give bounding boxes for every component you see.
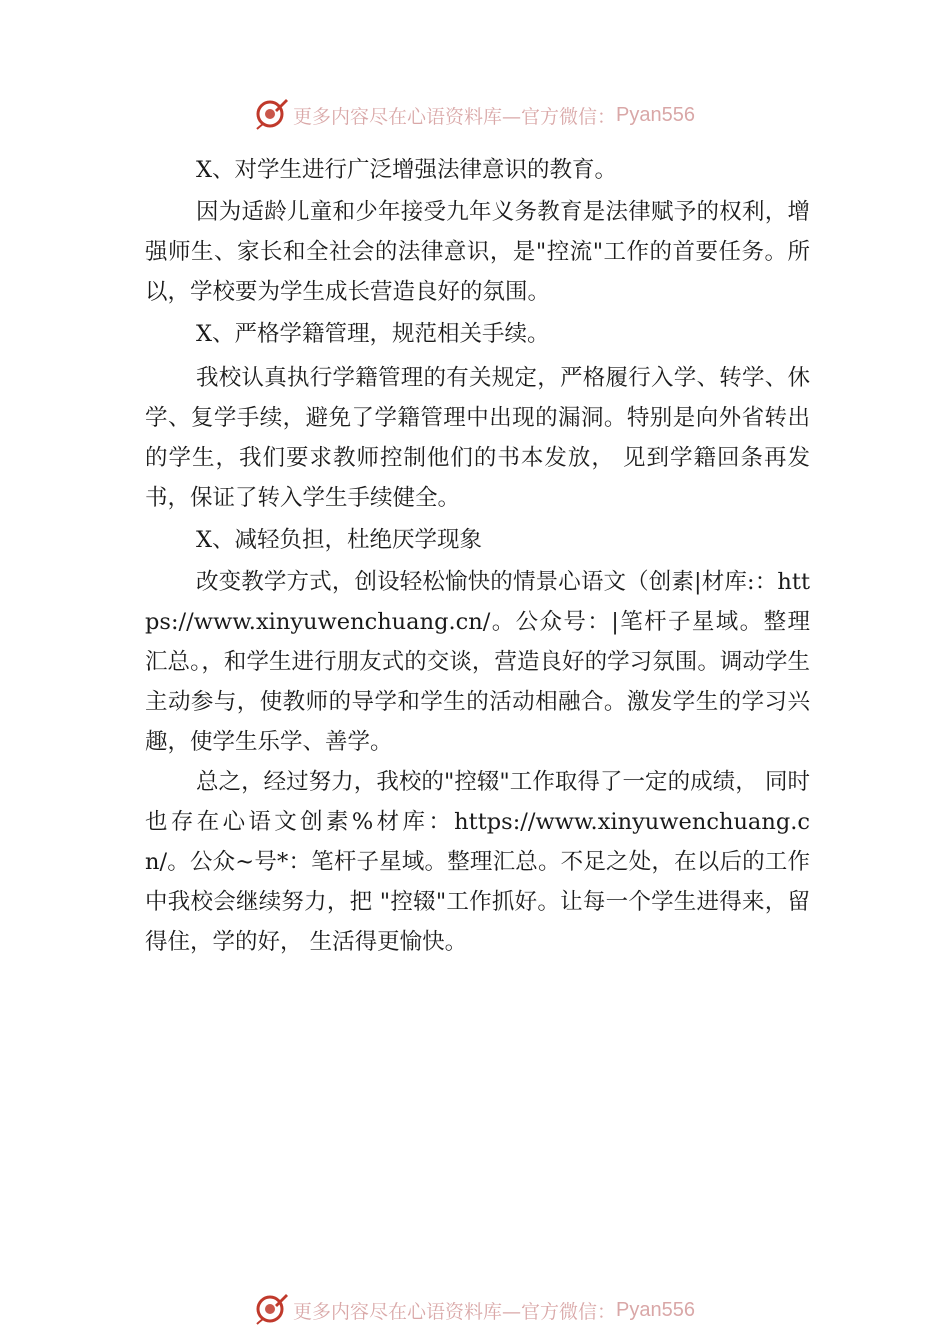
pen-logo-icon (255, 1291, 289, 1325)
section-heading: X、对学生进行广泛增强法律意识的教育。 (196, 157, 618, 183)
document-body (145, 150, 810, 962)
banner-wechat-id: Pyan556 (616, 103, 695, 126)
header-banner (0, 95, 950, 135)
section-heading: X、减轻负担，杜绝厌学现象 (196, 527, 483, 553)
banner-text: 更多内容尽在心语资料库— (293, 1300, 522, 1323)
body-paragraph: 改变教学方式，创设轻松愉快的情景心语文（创素|材库:：https://www.xinyuwenchuang.cn/。公众号：|笔杆子星域。整理汇总。，和学生进行朋友式的交谈，营造良好的学习氛围。调动学生主动参与，使教师的导学和学生的活动相融合。激发学生的学习兴趣，使学生乐学、善学。 (145, 569, 810, 755)
footer-banner (0, 1290, 950, 1330)
body-paragraph: 我校认真执行学籍管理的有关规定，严格履行入学、转学、休学、复学手续，避免了学籍管理中出现的漏洞。特别是向外省转出的学生，我们要求教师控制他们的书本发放， 见到学籍回条再发书，保证了转入学生手续健全。 (145, 365, 810, 511)
banner-text: 更多内容尽在心语资料库— (293, 105, 522, 128)
banner-wechat-id: Pyan556 (616, 1298, 695, 1321)
pen-logo-icon (255, 96, 289, 130)
section-heading: X、严格学籍管理，规范相关手续。 (196, 321, 550, 347)
banner-wechat-label: 官方微信： (521, 105, 617, 128)
banner-wechat-label: 官方微信： (521, 1300, 617, 1323)
body-paragraph: 因为适龄儿童和少年接受九年义务教育是法律赋予的权利，增强师生、家长和全社会的法律意识，是"控流"工作的首要任务。所以，学校要为学生成长营造良好的氛围。 (145, 199, 810, 305)
body-paragraph: 总之，经过努力，我校的"控辍"工作取得了一定的成绩， 同时也存在心语文创素%材库：https://www.xinyuwenchuang.cn/。公众~号*：笔杆子星域。整理汇总。不足之处，在以后的工作中我校会继续努力，把 "控辍"工作抓好。让每一个学生进得来，留得住，学的好， 生活得更愉快。 (145, 769, 810, 955)
